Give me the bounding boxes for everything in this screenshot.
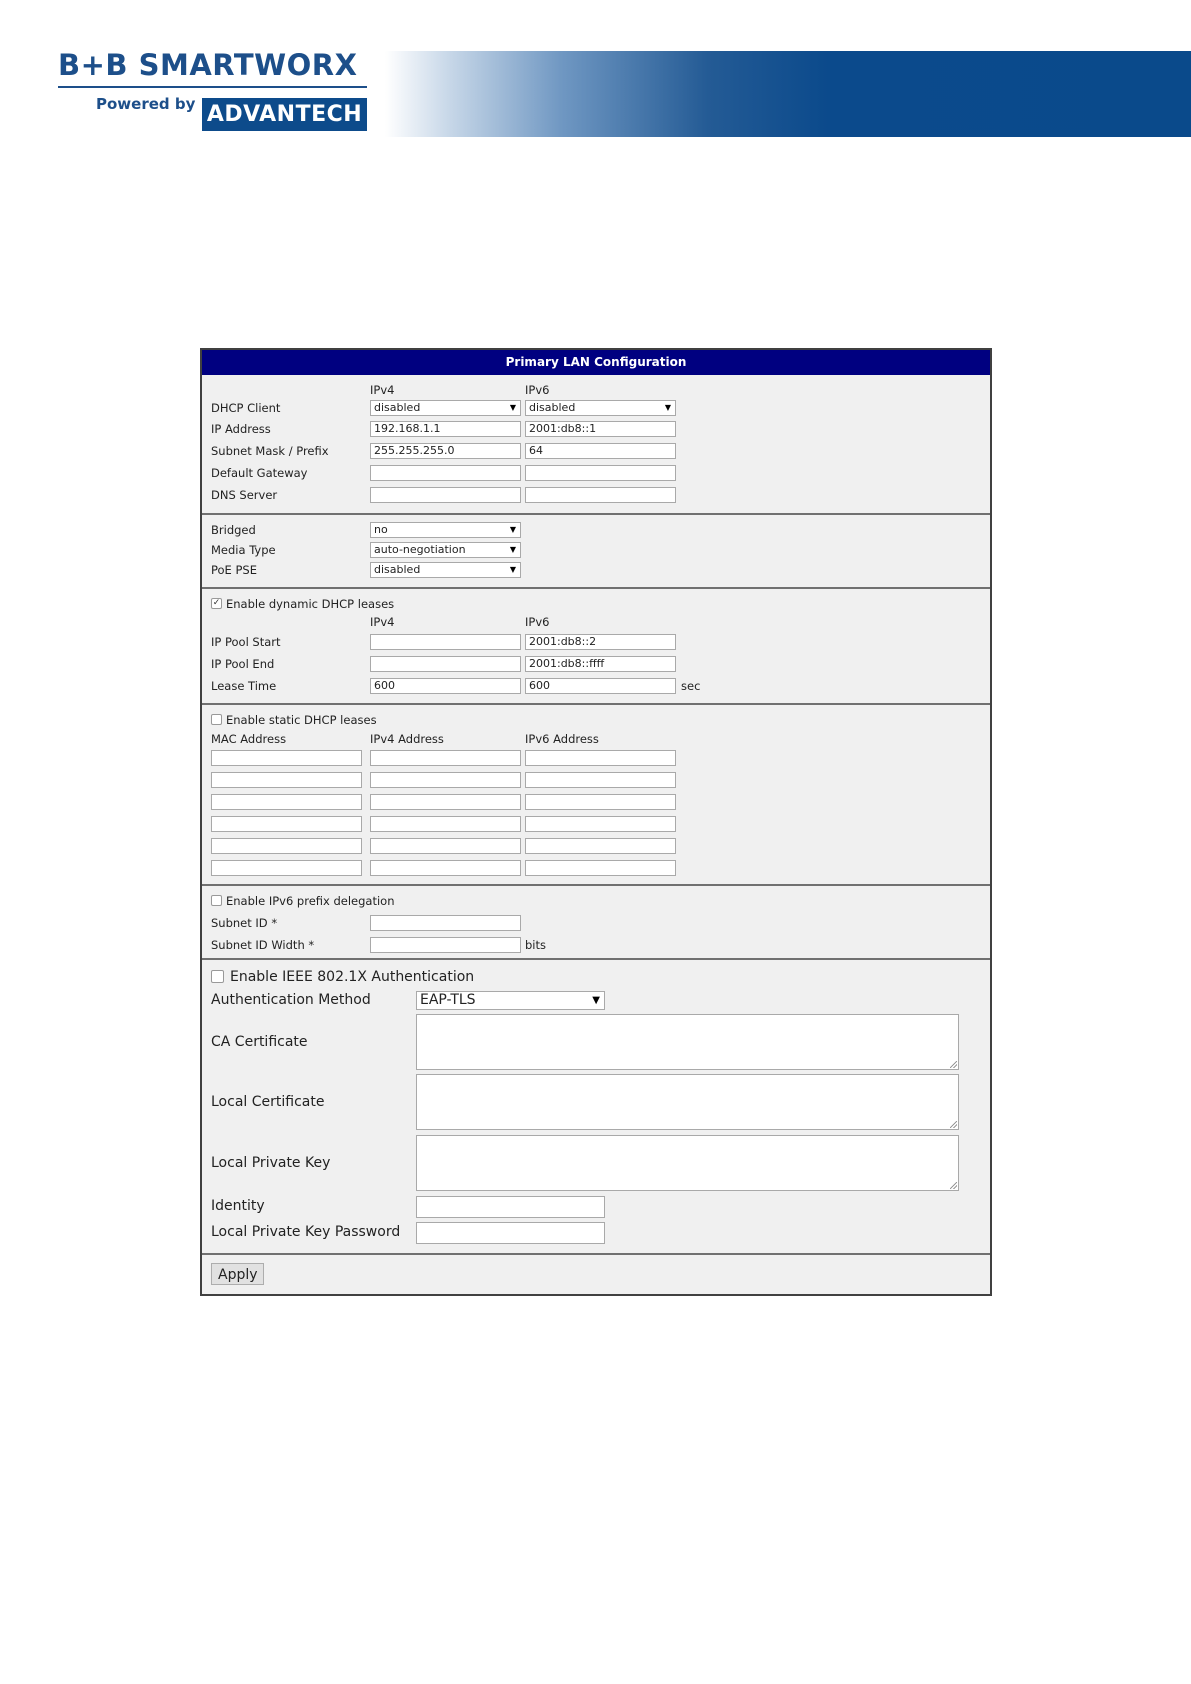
chevron-down-icon: ▼ xyxy=(509,565,516,574)
poe-value: disabled xyxy=(374,563,421,576)
private-key-textarea[interactable] xyxy=(416,1135,959,1191)
brand-logo xyxy=(58,48,368,127)
ip-address-ipv6-input[interactable]: 2001:db8::1 xyxy=(525,421,676,437)
pool-end-ipv6-input[interactable]: 2001:db8::ffff xyxy=(525,656,676,672)
bridged-label: Bridged xyxy=(211,523,256,537)
bridged-value: no xyxy=(374,523,388,536)
chevron-down-icon: ▼ xyxy=(509,525,516,534)
static-lease-mac-input[interactable] xyxy=(211,794,362,810)
col-mac-header: MAC Address xyxy=(211,732,287,746)
static-dhcp-label: Enable static DHCP leases xyxy=(226,713,377,727)
ip-address-ipv4-input[interactable]: 192.168.1.1 xyxy=(370,421,521,437)
prefix-delegation-label: Enable IPv6 prefix delegation xyxy=(226,894,395,908)
ip-address-label: IP Address xyxy=(211,422,271,436)
dhcp-client-ipv4-value: disabled xyxy=(374,401,421,414)
lan-config-panel xyxy=(200,348,992,1296)
dhcp-client-ipv4-select[interactable] xyxy=(370,400,521,416)
subnet-label: Subnet Mask / Prefix xyxy=(211,444,329,458)
static-lease-ipv4-input[interactable] xyxy=(370,794,521,810)
static-lease-ipv4-input[interactable] xyxy=(370,860,521,876)
pool-start-ipv4-input[interactable] xyxy=(370,634,521,650)
subnet-width-label: Subnet ID Width * xyxy=(211,938,315,952)
private-key-label: Local Private Key xyxy=(211,1155,331,1171)
key-password-input[interactable] xyxy=(416,1222,605,1244)
col-ipv6-address-header: IPv6 Address xyxy=(525,732,599,746)
static-lease-ipv4-input[interactable] xyxy=(370,838,521,854)
identity-label: Identity xyxy=(211,1198,265,1214)
resize-grip-icon[interactable] xyxy=(950,1121,957,1128)
static-lease-mac-input[interactable] xyxy=(211,860,362,876)
dhcp-client-label: DHCP Client xyxy=(211,401,281,415)
local-certificate-textarea[interactable] xyxy=(416,1074,959,1130)
static-dhcp-checkbox[interactable] xyxy=(211,714,222,725)
lease-unit: sec xyxy=(681,679,701,693)
header-banner xyxy=(385,51,1191,137)
pool-end-ipv4-input[interactable] xyxy=(370,656,521,672)
prefix-delegation-checkbox[interactable] xyxy=(211,895,222,906)
static-lease-ipv6-input[interactable] xyxy=(525,860,676,876)
col-ipv6-header: IPv6 xyxy=(525,383,550,397)
ca-certificate-label: CA Certificate xyxy=(211,1034,308,1050)
poe-label: PoE PSE xyxy=(211,563,257,577)
apply-button[interactable]: Apply xyxy=(211,1263,264,1285)
static-lease-ipv4-input[interactable] xyxy=(370,772,521,788)
chevron-down-icon: ▼ xyxy=(592,995,600,1006)
pool-start-label: IP Pool Start xyxy=(211,635,281,649)
static-lease-mac-input[interactable] xyxy=(211,816,362,832)
auth-method-label: Authentication Method xyxy=(211,992,371,1008)
static-lease-ipv4-input[interactable] xyxy=(370,750,521,766)
check-icon: ✓ xyxy=(212,598,221,608)
static-lease-ipv6-input[interactable] xyxy=(525,816,676,832)
prefix-delegation-section xyxy=(202,884,990,958)
media-type-label: Media Type xyxy=(211,543,276,557)
powered-by-text: Powered by xyxy=(96,95,196,113)
brand-rule xyxy=(58,86,367,88)
resize-grip-icon[interactable] xyxy=(950,1061,957,1068)
resize-grip-icon[interactable] xyxy=(950,1182,957,1189)
dynamic-dhcp-checkbox[interactable] xyxy=(211,598,222,609)
subnet-ipv6-input[interactable]: 64 xyxy=(525,443,676,459)
subnet-id-label: Subnet ID * xyxy=(211,916,278,930)
chevron-down-icon: ▼ xyxy=(509,545,516,554)
auth-method-value: EAP-TLS xyxy=(420,992,476,1008)
dns-ipv4-input[interactable] xyxy=(370,487,521,503)
pool-end-label: IP Pool End xyxy=(211,657,275,671)
static-dhcp-section xyxy=(202,703,990,884)
poe-select[interactable] xyxy=(370,562,521,578)
gateway-ipv6-input[interactable] xyxy=(525,465,676,481)
col-ipv4-address-header: IPv4 Address xyxy=(370,732,444,746)
static-lease-ipv6-input[interactable] xyxy=(525,750,676,766)
subnet-id-input[interactable] xyxy=(370,915,521,931)
chevron-down-icon: ▼ xyxy=(509,403,516,412)
addressing-section xyxy=(202,375,990,511)
bridged-select[interactable] xyxy=(370,522,521,538)
media-type-value: auto-negotiation xyxy=(374,543,466,556)
gateway-label: Default Gateway xyxy=(211,466,308,480)
pool-start-ipv6-input[interactable]: 2001:db8::2 xyxy=(525,634,676,650)
subnet-ipv4-input[interactable]: 255.255.255.0 xyxy=(370,443,521,459)
local-certificate-label: Local Certificate xyxy=(211,1094,325,1110)
dynamic-dhcp-section xyxy=(202,587,990,703)
key-password-label: Local Private Key Password xyxy=(211,1224,401,1240)
chevron-down-icon: ▼ xyxy=(664,403,671,412)
lease-ipv4-input[interactable]: 600 xyxy=(370,678,521,694)
brand-name: B+B SMARTWORX xyxy=(58,48,358,82)
col-ipv4-header: IPv4 xyxy=(370,615,395,629)
static-lease-ipv6-input[interactable] xyxy=(525,794,676,810)
dhcp-client-ipv6-value: disabled xyxy=(529,401,576,414)
partner-logo: ADVANTECH xyxy=(202,98,367,131)
lease-ipv6-input[interactable]: 600 xyxy=(525,678,676,694)
actions-section xyxy=(202,1253,990,1296)
auth-section xyxy=(202,958,990,1253)
static-lease-ipv6-input[interactable] xyxy=(525,772,676,788)
auth-method-select[interactable] xyxy=(416,991,605,1010)
static-lease-mac-input[interactable] xyxy=(211,750,362,766)
static-lease-mac-input[interactable] xyxy=(211,772,362,788)
static-lease-ipv6-input[interactable] xyxy=(525,838,676,854)
subnet-width-input[interactable] xyxy=(370,937,521,953)
col-ipv4-header: IPv4 xyxy=(370,383,395,397)
interface-section xyxy=(202,513,990,587)
media-type-select[interactable] xyxy=(370,542,521,558)
auth-enable-checkbox[interactable] xyxy=(211,970,224,983)
dhcp-client-ipv6-select[interactable] xyxy=(525,400,676,416)
auth-enable-label: Enable IEEE 802.1X Authentication xyxy=(230,969,475,985)
dns-label: DNS Server xyxy=(211,488,278,502)
gateway-ipv4-input[interactable] xyxy=(370,465,521,481)
identity-input[interactable] xyxy=(416,1196,605,1218)
panel-title: Primary LAN Configuration xyxy=(202,350,990,375)
subnet-width-unit: bits xyxy=(525,938,546,952)
col-ipv6-header: IPv6 xyxy=(525,615,550,629)
ca-certificate-textarea[interactable] xyxy=(416,1014,959,1070)
lease-time-label: Lease Time xyxy=(211,679,277,693)
static-lease-ipv4-input[interactable] xyxy=(370,816,521,832)
dynamic-dhcp-label: Enable dynamic DHCP leases xyxy=(226,597,395,611)
dns-ipv6-input[interactable] xyxy=(525,487,676,503)
static-lease-mac-input[interactable] xyxy=(211,838,362,854)
